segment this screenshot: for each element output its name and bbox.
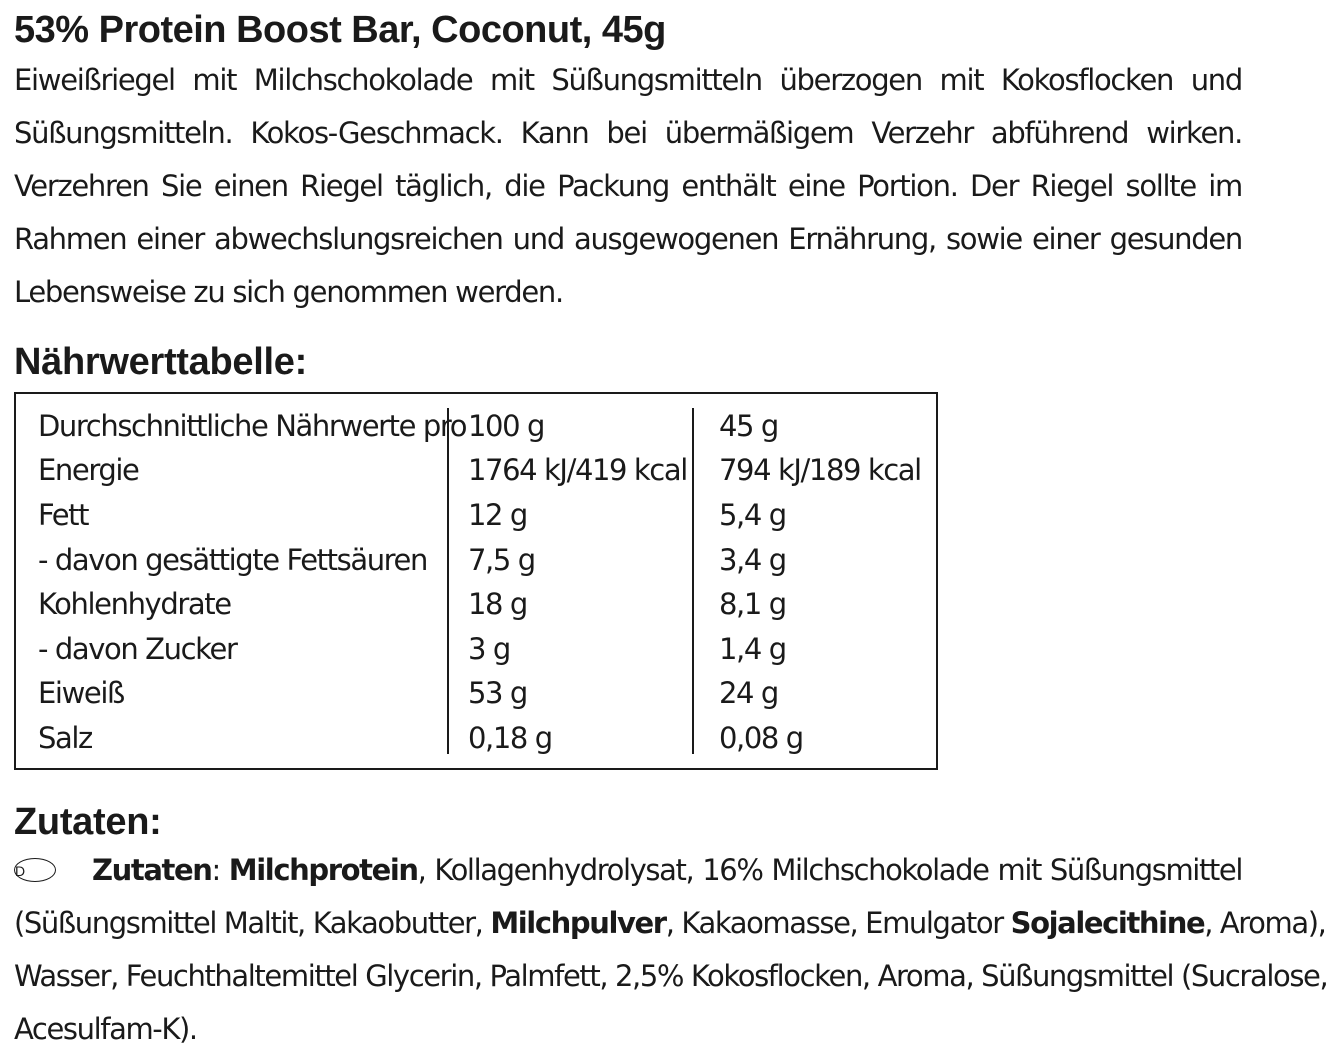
value-per-100g: 1764 kJ/419 kcal <box>468 453 687 487</box>
nutrient-label: Kohlenhydrate <box>38 587 231 621</box>
table-row <box>16 582 936 626</box>
value-per-100g: 0,18 g <box>468 721 552 755</box>
product-info-page <box>14 6 1327 1046</box>
ingredients-line <box>14 844 1242 897</box>
ingredients-line: Wasser, Feuchthaltemittel Glycerin, Palmfett, 2,5% Kokosflocken, Aroma, Süßungsmittel (Sucralose, <box>14 959 1327 993</box>
value-per-portion: 3,4 g <box>719 543 786 577</box>
value-per-100g: 53 g <box>468 676 527 710</box>
table-row <box>16 448 936 492</box>
value-per-portion: 0,08 g <box>719 721 803 755</box>
description-line: Verzehren Sie einen Riegel täglich, die Packung enthält eine Portion. Der Riegel sollte im <box>14 169 1242 203</box>
ingredients-text <box>14 844 1327 1056</box>
nutrient-label: Salz <box>38 721 92 755</box>
text-fragment: , Aroma), <box>1204 906 1326 940</box>
nutrition-table <box>14 392 938 770</box>
nutrient-label: - davon gesättigte Fettsäuren <box>38 543 427 577</box>
allergen-milchprotein: Milchprotein <box>228 853 418 887</box>
nutrient-label: Energie <box>38 453 139 487</box>
ingredients-line: Acesulfam-K). <box>14 1012 197 1046</box>
value-per-100g: 3 g <box>468 632 510 666</box>
language-badge: D <box>14 858 56 882</box>
nutrition-heading: Nährwerttabelle: <box>14 341 307 383</box>
allergen-sojalecithine: Sojalecithine <box>1010 906 1205 940</box>
allergen-milchpulver: Milchpulver <box>490 906 666 940</box>
table-row <box>16 671 936 715</box>
ingredients-label: Zutaten <box>92 853 212 887</box>
table-row <box>16 493 936 537</box>
description-line: Rahmen einer abwechslungsreichen und ausgewogenen Ernährung, sowie einer gesunden <box>14 222 1242 256</box>
nutrient-label: - davon Zucker <box>38 632 237 666</box>
ingredients-heading: Zutaten: <box>14 801 162 843</box>
value-per-portion: 45 g <box>719 409 778 443</box>
table-row <box>16 627 936 671</box>
value-per-portion: 5,4 g <box>719 498 786 532</box>
text-fragment: (Süßungsmittel Maltit, Kakaobutter, <box>14 906 491 940</box>
value-per-100g: 12 g <box>468 498 527 532</box>
nutrient-label: Durchschnittliche Nährwerte pro <box>38 409 467 443</box>
text-fragment: : <box>211 853 229 887</box>
table-row <box>16 538 936 582</box>
product-description <box>14 54 1242 319</box>
nutrient-label: Eiweiß <box>38 676 124 710</box>
text-fragment: , Kakaomasse, Emulgator <box>665 906 1011 940</box>
value-per-100g: 18 g <box>468 587 527 621</box>
table-row <box>16 404 936 448</box>
ingredients-line <box>14 897 1326 950</box>
description-line: Eiweißriegel mit Milchschokolade mit Süßungsmitteln überzogen mit Kokosflocken und <box>14 63 1242 97</box>
value-per-portion: 1,4 g <box>719 632 786 666</box>
value-per-portion: 8,1 g <box>719 587 786 621</box>
value-per-100g: 7,5 g <box>468 543 535 577</box>
product-title: 53% Protein Boost Bar, Coconut, 45g <box>14 9 666 51</box>
description-line: Süßungsmitteln. Kokos-Geschmack. Kann bei übermäßigem Verzehr abführend wirken. <box>14 116 1242 150</box>
text-fragment: , Kollagenhydrolysat, 16% Milchschokolade mit Süßungsmittel <box>417 853 1242 887</box>
table-row <box>16 716 936 760</box>
description-line: Lebensweise zu sich genommen werden. <box>14 275 563 309</box>
nutrient-label: Fett <box>38 498 89 532</box>
value-per-portion: 24 g <box>719 676 778 710</box>
value-per-portion: 794 kJ/189 kcal <box>719 453 921 487</box>
value-per-100g: 100 g <box>468 409 544 443</box>
